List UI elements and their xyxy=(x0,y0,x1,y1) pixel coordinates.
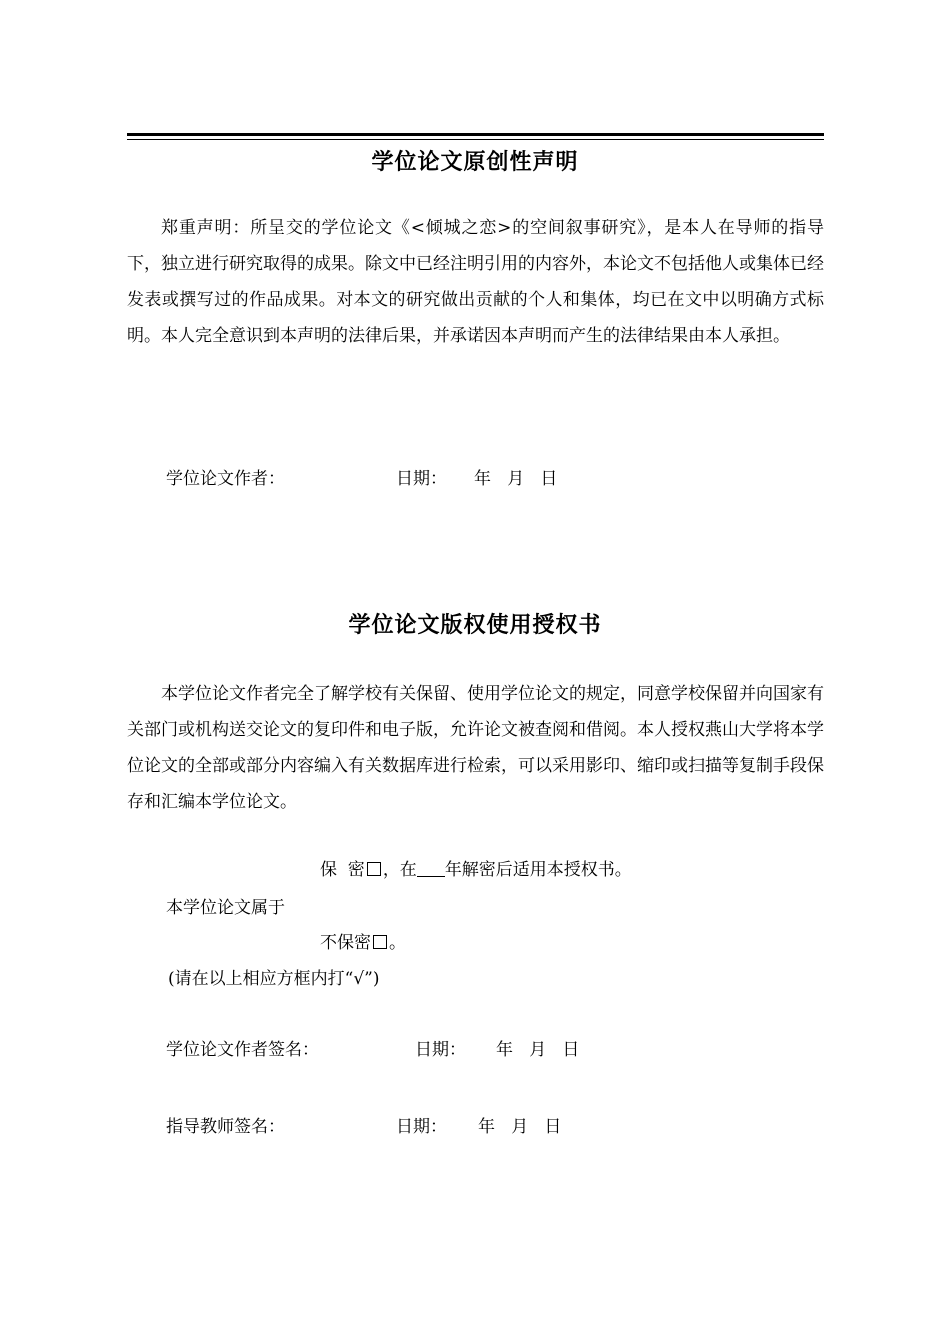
author-signature-label: 学位论文作者签名： xyxy=(166,1040,319,1060)
belongs-label: 本学位论文属于 xyxy=(166,898,285,918)
secret-mid-text: ，在 xyxy=(382,860,417,880)
declaration-author-label: 学位论文作者： xyxy=(166,469,285,489)
header-rule-thin xyxy=(127,139,824,140)
authorization-title: 学位论文版权使用授权书 xyxy=(348,613,602,638)
secret-label: 保 密 xyxy=(320,860,365,880)
secret-option-line xyxy=(320,859,632,881)
secret-suffix-text: 年解密后适用本授权书。 xyxy=(444,860,632,880)
declaration-title: 学位论文原创性声明 xyxy=(371,150,579,175)
declaration-date-units: 年 月 日 xyxy=(474,469,558,489)
nonsecret-option-line xyxy=(320,932,406,954)
checkmark-instruction: (请在以上相应方框内打“√”) xyxy=(168,969,380,989)
advisor-date-units: 年 月 日 xyxy=(478,1117,562,1137)
author-date-units: 年 月 日 xyxy=(496,1040,580,1060)
secret-checkbox[interactable] xyxy=(367,862,381,876)
declaration-date-label: 日期： xyxy=(396,469,447,489)
nonsecret-label: 不保密 xyxy=(320,933,371,953)
advisor-date-label: 日期： xyxy=(396,1117,447,1137)
header-rule-thick xyxy=(127,133,824,136)
nonsecret-suffix: 。 xyxy=(389,933,406,953)
declaration-body: 郑重声明：所呈交的学位论文《<倾城之恋>的空间叙事研究》，是本人在导师的指导下，独立进行研究取得的成果。除文中已经注明引用的内容外，本论文不包括他人或集体已经发表或撰写过的作品成果。对本文的研究做出贡献的个人和集体，均已在文中以明确方式标明。本人完全意识到本声明的法律后果，并承诺因本声明而产生的法律结果由本人承担。 xyxy=(127,218,824,346)
nonsecret-checkbox[interactable] xyxy=(373,935,387,949)
author-date-label: 日期： xyxy=(415,1040,466,1060)
authorization-body: 本学位论文作者完全了解学校有关保留、使用学位论文的规定，同意学校保留并向国家有关部门或机构送交论文的复印件和电子版，允许论文被查阅和借阅。本人授权燕山大学将本学位论文的全部或部分内容编入有关数据库进行检索，可以采用影印、缩印或扫描等复制手段保存和汇编本学位论文。 xyxy=(127,684,824,812)
advisor-signature-label: 指导教师签名： xyxy=(166,1117,285,1137)
years-blank-field[interactable] xyxy=(417,859,445,877)
